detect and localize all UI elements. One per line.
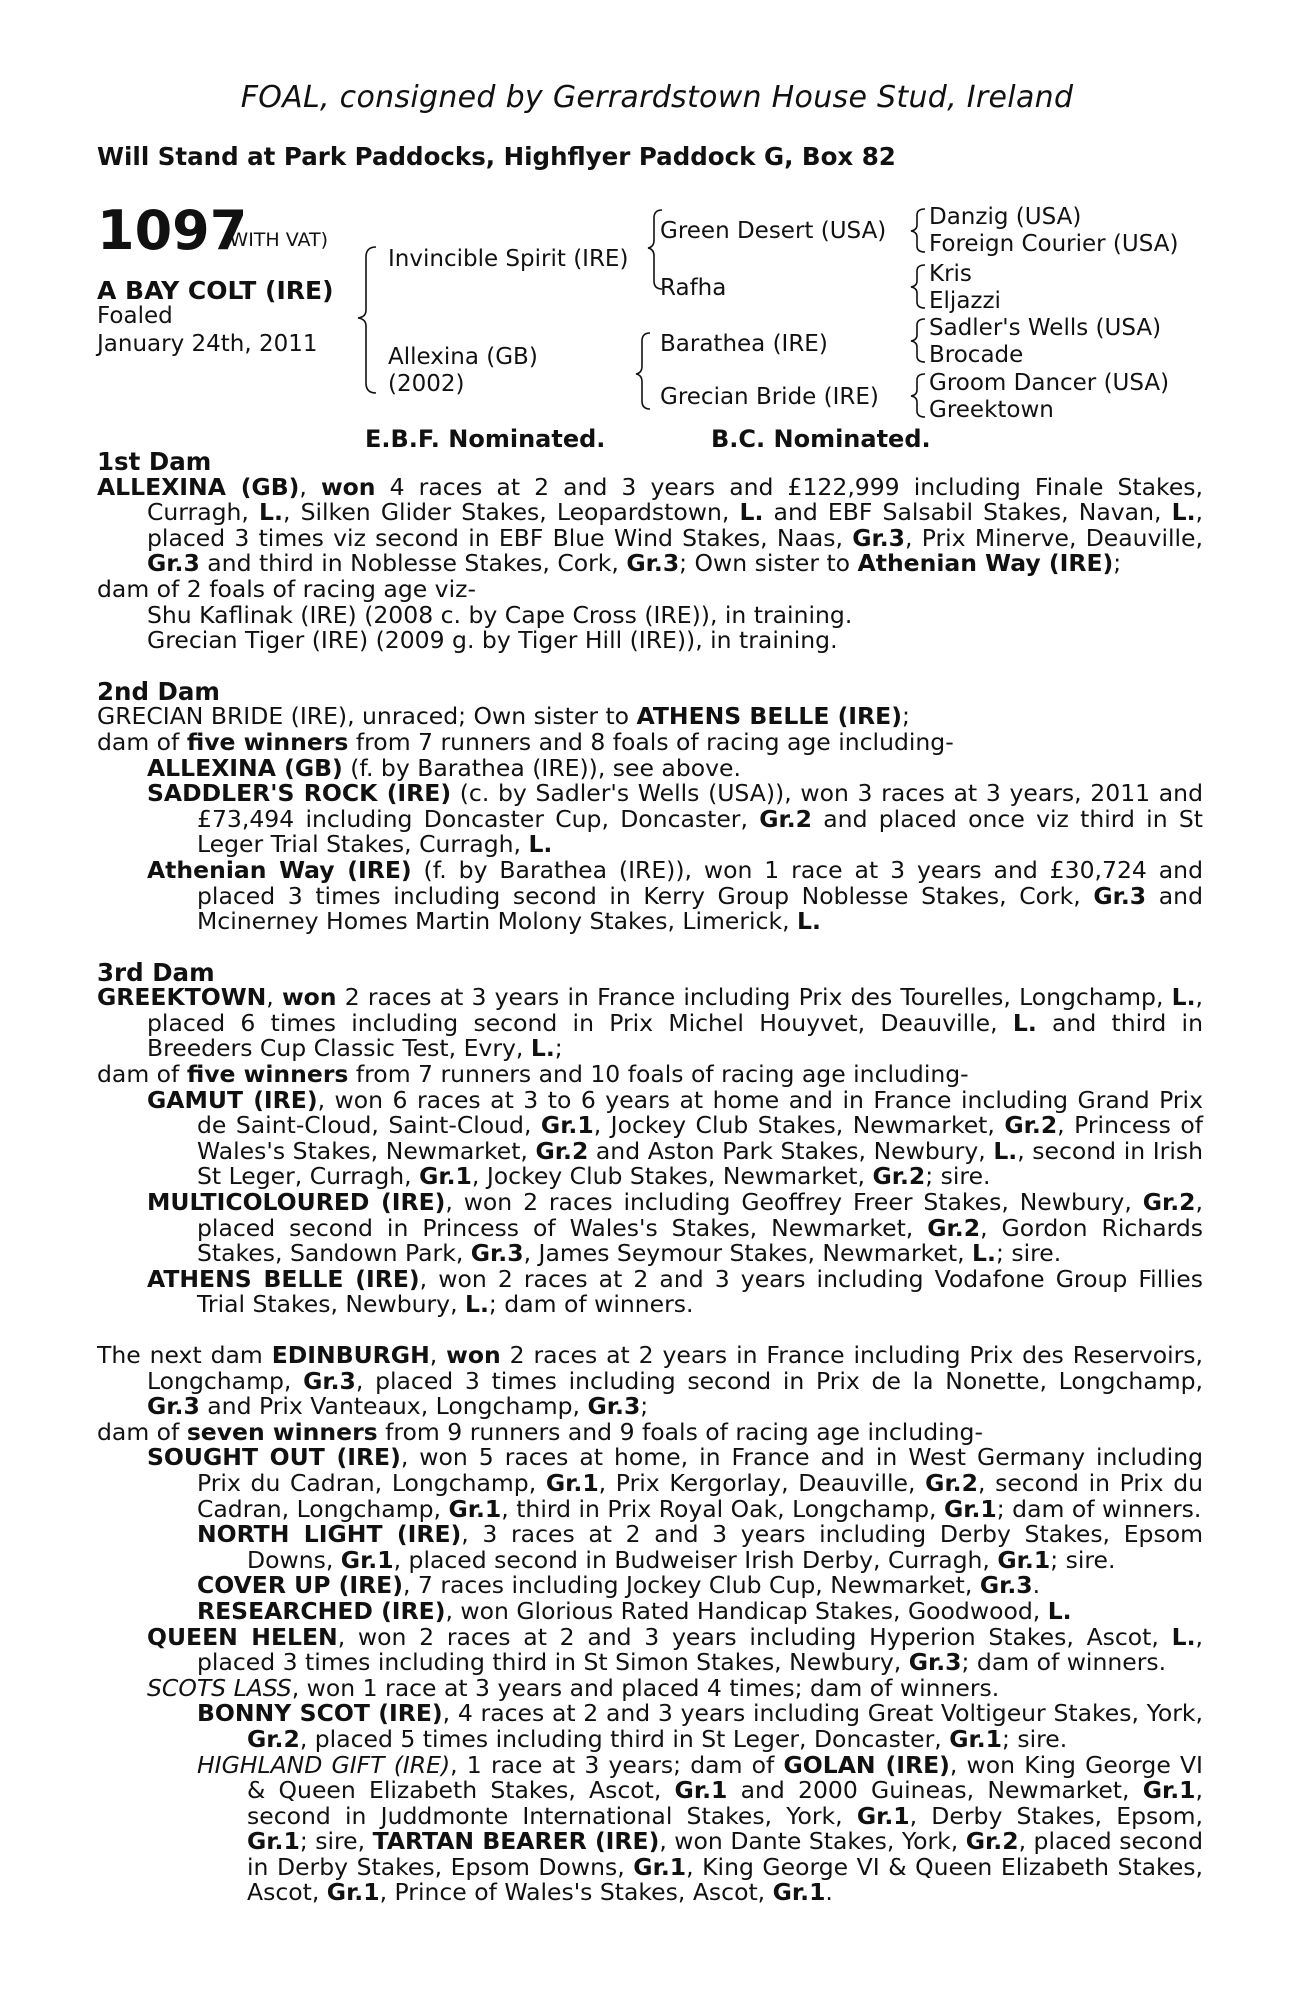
italic-run: HIGHLAND GIFT (IRE) [197, 1750, 451, 1779]
text-run: , Jockey Club Stakes, Newmarket, [593, 1111, 1005, 1140]
text-run: , won Glorious Rated Handicap Stakes, Goodwood, [445, 1596, 1048, 1625]
text-run: 2 races at 3 years in France including Prix des Tourelles, Longchamp, [336, 983, 1172, 1012]
produce-entry [97, 781, 1203, 858]
bold-run: Gr.2 [1142, 1188, 1196, 1217]
bold-run: SADDLER'S ROCK (IRE) [147, 779, 452, 808]
bold-run: RESEARCHED (IRE) [197, 1596, 446, 1625]
text-run: , second in Juddmonte International Stakes, York, [247, 1776, 1204, 1830]
vat-note: (WITH VAT) [222, 229, 329, 251]
produce-entry [97, 1522, 1203, 1573]
text-run: , Prix Kergorlay, Deauville, [598, 1468, 926, 1497]
bold-run: L. [797, 907, 821, 936]
bold-run: SOUGHT OUT (IRE) [147, 1443, 401, 1472]
text-run: , second in Prix du Cadran, Longchamp, [197, 1468, 1204, 1523]
pedigree-dds: Groom Dancer (USA) [929, 370, 1170, 396]
produce-entry [97, 753, 1203, 782]
produce-entry [97, 1085, 1203, 1191]
bold-run: five winners [186, 727, 349, 756]
produce-entry [97, 1573, 1203, 1599]
text-run: , Prix Minerve, Deauville, [905, 523, 1203, 552]
bold-run: Gr.2 [927, 1213, 981, 1242]
text-run: , won Dante Stakes, York, [659, 1827, 966, 1856]
text-run: , placed 3 times including second in Prix de la Nonette, Longchamp, [355, 1366, 1203, 1395]
bold-run: Gr.1 [674, 1776, 728, 1805]
bold-run: L. [739, 498, 764, 527]
pedigree-sds: Kris [929, 261, 972, 287]
third-dam-produce-intro [97, 1062, 1203, 1088]
bold-run: Gr.2 [759, 804, 813, 833]
first-dam-produce-intro: dam of 2 foals of racing age viz- [97, 574, 476, 603]
bold-run: NORTH LIGHT (IRE) [197, 1520, 462, 1549]
text-run: ; [554, 1034, 563, 1063]
text-run: and placed once viz third in St Leger Trial Stakes, Curragh, [197, 804, 1203, 859]
consignor-heading: FOAL, consigned by Gerrardstown House Stud, Ireland [240, 80, 1074, 115]
pedigree-ssd: Foreign Courier (USA) [929, 231, 1179, 257]
bold-run: five winners [186, 1060, 349, 1089]
bold-run: GREEKTOWN [97, 983, 267, 1012]
bold-run: won [281, 983, 337, 1012]
text-run: and 2000 Guineas, Newmarket, [727, 1776, 1143, 1805]
text-run: , Derby Stakes, Epsom, [909, 1801, 1203, 1830]
bold-run: GAMUT (IRE) [147, 1085, 318, 1114]
bold-run: Gr.1 [540, 1111, 594, 1140]
bold-run: MULTICOLOURED (IRE) [147, 1188, 446, 1217]
text-run: and Prix Vanteaux, Longchamp, [199, 1392, 588, 1421]
pedigree-sire-sire: Green Desert (USA) [660, 218, 887, 244]
text-run: , Prince of Wales's Stakes, Ascot, [379, 1878, 773, 1907]
text-run: ; dam of winners. [488, 1290, 694, 1319]
bold-run: Gr.1 [772, 1878, 826, 1907]
text-run: . [1032, 1571, 1041, 1600]
bold-run: Gr.1 [1142, 1776, 1196, 1805]
text-run: , 1 race at 3 years; dam of [450, 1750, 784, 1779]
bold-run: Gr.1 [943, 1494, 997, 1523]
produce-entry [97, 1622, 1204, 1677]
bold-run: Gr.2 [535, 1136, 589, 1165]
text-run: ; sire. [995, 1239, 1062, 1268]
stabling-location: Will Stand at Park Paddocks, Highflyer Paddock G, Box 82 [97, 142, 896, 171]
text-run: , 3 races at 2 and 3 years including Derby Stakes, Epsom Downs, [247, 1520, 1203, 1574]
bold-run: Gr.3 [979, 1571, 1033, 1600]
text-run: , Jockey Club Stakes, Newmarket, [471, 1162, 873, 1191]
bold-run: Gr.3 [1093, 881, 1147, 910]
bracket-sd [911, 265, 925, 308]
bold-run: Gr.3 [626, 549, 680, 578]
lot-number: 1097 [97, 199, 248, 262]
pedigree-ddd: Greektown [929, 397, 1054, 423]
bold-run: Athenian Way (IRE) [147, 855, 412, 884]
bold-run: L. [530, 1034, 555, 1063]
bracket-main [358, 247, 376, 393]
bracket-dd [911, 374, 925, 417]
produce-entry [97, 1673, 1203, 1702]
pedigree-dam-dam: Grecian Bride (IRE) [660, 384, 879, 410]
text-run: , 7 races including Jockey Club Cup, Newmarket, [402, 1571, 980, 1600]
pedigree-dam: Allexina (GB) [388, 344, 538, 370]
text-run: ; Own sister to [679, 549, 858, 578]
text-run: ; [901, 702, 910, 731]
bold-run: L. [1012, 1008, 1037, 1037]
bold-run: Gr.2 [247, 1724, 300, 1753]
bold-run: Gr.3 [470, 1239, 524, 1268]
text-run: , won 2 races at 2 and 3 years including Hyperion Stakes, Ascot, [337, 1622, 1172, 1651]
bold-run: Gr.1 [247, 1827, 300, 1856]
text-run: , James Seymour Stakes, Newmarket, [523, 1239, 973, 1268]
text-run: ; dam of winners. [996, 1494, 1202, 1523]
text-run: dam of [97, 1417, 187, 1446]
bold-run: Gr.3 [303, 1366, 356, 1395]
pedigree-sdd: Eljazzi [929, 288, 1001, 314]
text-run: 2 races at 2 years in France including Prix des Reservoirs, Longchamp, [147, 1341, 1203, 1395]
text-run: , placed 5 times including third in St Leger, Doncaster, [299, 1724, 950, 1753]
horse-name: A BAY COLT (IRE) [97, 276, 334, 305]
bold-run: ATHENS BELLE (IRE) [147, 1264, 420, 1293]
produce-entry [97, 1264, 1203, 1319]
bold-run: Gr.1 [856, 1801, 910, 1830]
pedigree-dam-year: (2002) [388, 371, 465, 397]
bold-run: Gr.3 [852, 523, 906, 552]
text-run: , won 2 races at 2 and 3 years including Vodafone Group Fillies Trial Stakes, Newbury, [197, 1264, 1203, 1319]
produce-entry [97, 855, 1203, 936]
text-run: (f. by Barathea (IRE)), won 1 race at 3 years and £30,724 and placed 3 times including second in Kerry Group Noblesse Stakes, Cork, [197, 855, 1203, 910]
bold-run: ALLEXINA (GB) [97, 472, 300, 501]
bold-run: L. [993, 1136, 1018, 1165]
bold-run: L. [972, 1239, 996, 1268]
text-run: ; [1113, 549, 1122, 578]
bold-run: seven winners [186, 1417, 378, 1446]
text-run: , 4 races at 2 and 3 years including Great Voltigeur Stakes, York, [442, 1699, 1203, 1728]
bold-run: ALLEXINA (GB) [147, 753, 343, 782]
text-run: from 9 runners and 9 foals of racing age including- [377, 1417, 983, 1446]
bold-run: Athenian Way (IRE) [857, 549, 1114, 578]
text-run: , second in Irish St Leger, Curragh, [197, 1136, 1203, 1191]
bracket-ds [911, 319, 925, 362]
text-run: , placed second in Derby Stakes, Epsom Downs, [247, 1827, 1204, 1881]
next-dam-produce-intro [97, 1417, 1203, 1446]
bold-run: L. [528, 830, 553, 859]
produce-line: Shu Kaflinak (IRE) (2008 c. by Cape Cross (IRE)), in training. [147, 600, 853, 629]
bold-run: QUEEN HELEN [147, 1622, 338, 1651]
bold-run: Gr.2 [965, 1827, 1019, 1856]
catalogue-body [97, 449, 1203, 1906]
text-run: , placed second in Princess of Wales's Stakes, Newmarket, [197, 1188, 1203, 1242]
bold-run: Gr.3 [147, 549, 200, 578]
text-run: ; sire. [1050, 1545, 1116, 1574]
pedigree-dsd: Brocade [929, 342, 1024, 368]
text-run: ; sire. [925, 1162, 991, 1191]
bold-run: Gr.2 [1004, 1111, 1058, 1140]
text-run: , [429, 1341, 447, 1369]
text-run: dam of [97, 727, 187, 756]
text-run: , won 6 races at 3 to 6 years at home and in France including Grand Prix de Saint-Cloud, Saint-Cloud, [197, 1085, 1203, 1140]
bold-run: EDINBURGH [271, 1341, 430, 1369]
second-dam-title: 2nd Dam [97, 676, 220, 706]
ebf-nominated: E.B.F. Nominated. [365, 425, 606, 453]
bold-run: L. [1171, 498, 1196, 527]
bold-run: Gr.2 [925, 1468, 978, 1497]
produce-entry [97, 1596, 1203, 1625]
produce-entry [97, 1750, 1204, 1907]
text-run: The next dam [97, 1341, 272, 1369]
bold-run: Gr.3 [908, 1648, 962, 1677]
pedigree-sire-dam: Rafha [660, 275, 727, 301]
text-run: 4 races at 2 and 3 years and £122,999 including Finale Stakes, Curragh, [147, 472, 1203, 527]
text-run: from 7 runners and 10 foals of racing age including- [348, 1060, 969, 1089]
bold-run: Gr.2 [872, 1162, 926, 1191]
bold-run: Gr.1 [949, 1724, 1002, 1753]
bold-run: Gr.1 [340, 1545, 394, 1574]
text-run: , won 2 races including Geoffrey Freer Stakes, Newbury, [445, 1188, 1143, 1217]
bold-run: TARTAN BEARER (IRE) [372, 1827, 660, 1856]
bold-run: L. [1047, 1596, 1072, 1625]
text-run: ; [640, 1392, 649, 1421]
text-run: , won 5 races at home, in France and in West Germany including Prix du Cadran, Longchamp, [197, 1443, 1204, 1497]
bold-run: L. [259, 498, 283, 527]
text-run: , Silken Glider Stakes, Leopardstown, [282, 498, 740, 527]
bold-run: BONNY SCOT (IRE) [197, 1699, 443, 1728]
bold-run: GOLAN (IRE) [783, 1750, 950, 1779]
text-run: . [825, 1878, 833, 1907]
text-run: ; dam of winners. [961, 1648, 1167, 1677]
text-run: ; sire. [1002, 1724, 1068, 1753]
second-dam-produce-intro [97, 727, 1203, 756]
second-dam-section [97, 676, 1203, 936]
bracket-dam [636, 333, 650, 409]
italic-run: SCOTS LASS [147, 1673, 292, 1702]
text-run: GRECIAN BRIDE (IRE), unraced; Own sister to [97, 702, 637, 731]
third-dam-title: 3rd Dam [97, 957, 215, 987]
bold-run: Gr.1 [448, 1494, 502, 1523]
bracket-ss [911, 209, 925, 252]
next-dam-section [97, 1343, 1203, 1906]
text-run: , placed 3 times viz second in EBF Blue Wind Stakes, Naas, [147, 498, 1203, 552]
text-run: from 7 runners and 8 foals of racing age including- [348, 727, 954, 756]
produce-entry [97, 1701, 1203, 1752]
text-run: dam of [97, 1060, 187, 1089]
produce-line: Grecian Tiger (IRE) (2009 g. by Tiger Hill (IRE)), in training. [147, 626, 838, 655]
bold-run: L. [1171, 983, 1196, 1012]
bold-run: Gr.1 [326, 1878, 380, 1907]
bold-run: won [320, 472, 376, 501]
foaled-label: Foaled [97, 303, 173, 329]
bold-run: Gr.3 [147, 1392, 200, 1421]
bc-nominated: B.C. Nominated. [711, 425, 931, 453]
text-run: , Princess of Wales's Stakes, Newmarket, [197, 1111, 1203, 1165]
text-run: , [266, 983, 282, 1012]
bold-run: Gr.1 [545, 1468, 599, 1497]
third-dam-section [97, 957, 1203, 1319]
produce-entry [97, 1445, 1203, 1522]
bold-run: Gr.1 [633, 1852, 687, 1881]
bold-run: Gr.1 [419, 1162, 472, 1191]
first-dam-summary [97, 472, 1203, 578]
text-run: and EBF Salsabil Stakes, Navan, [763, 498, 1172, 527]
text-run: , placed 3 times including third in St Simon Stakes, Newbury, [197, 1622, 1204, 1677]
bold-run: L. [1171, 1622, 1196, 1651]
text-run: and third in Noblesse Stakes, Cork, [199, 549, 627, 578]
pedigree-dam-sire: Barathea (IRE) [660, 331, 828, 357]
second-dam-summary [97, 704, 1203, 730]
bold-run: COVER UP (IRE) [197, 1571, 403, 1600]
text-run: , won King George VI & Queen Elizabeth Stakes, Ascot, [247, 1750, 1203, 1805]
pedigree-sire: Invincible Spirit (IRE) [388, 246, 629, 272]
text-run: , placed second in Budweiser Irish Derby, Curragh, [393, 1545, 998, 1574]
text-run: , Gordon Richards Stakes, Sandown Park, [197, 1213, 1203, 1268]
foaled-date: January 24th, 2011 [97, 331, 318, 357]
text-run: , [299, 472, 321, 501]
bold-run: Gr.3 [587, 1392, 641, 1421]
bold-run: L. [465, 1290, 489, 1319]
text-run: (f. by Barathea (IRE)), see above. [342, 753, 741, 782]
text-run: and Mcinerney Homes Martin Molony Stakes, Limerick, [197, 881, 1203, 936]
text-run: , King George VI & Queen Elizabeth Stakes, Ascot, [247, 1852, 1204, 1907]
text-run: , placed 6 times including second in Prix Michel Houyvet, Deauville, [147, 983, 1203, 1037]
bold-run: won [446, 1341, 501, 1369]
text-run: and Aston Park Stakes, Newbury, [588, 1136, 994, 1165]
pedigree-dss: Sadler's Wells (USA) [929, 315, 1162, 341]
first-dam-section [97, 449, 1203, 654]
next-dam-summary [97, 1343, 1203, 1420]
text-run: , won 1 race at 3 years and placed 4 times; dam of winners. [291, 1673, 1000, 1702]
third-dam-summary [97, 985, 1203, 1062]
bold-run: ATHENS BELLE (IRE) [636, 702, 902, 731]
produce-entry [97, 1190, 1203, 1267]
bold-run: Gr.1 [997, 1545, 1051, 1574]
text-run: , third in Prix Royal Oak, Longchamp, [501, 1494, 944, 1523]
first-dam-title: 1st Dam [97, 447, 212, 476]
text-run: and third in Breeders Cup Classic Test, Evry, [147, 1008, 1203, 1063]
text-run: (c. by Sadler's Wells (USA)), won 3 races at 3 years, 2011 and £73,494 including Doncaster Cup, Doncaster, [197, 779, 1203, 833]
pedigree-sss: Danzig (USA) [929, 204, 1082, 230]
text-run: ; sire, [299, 1827, 373, 1856]
